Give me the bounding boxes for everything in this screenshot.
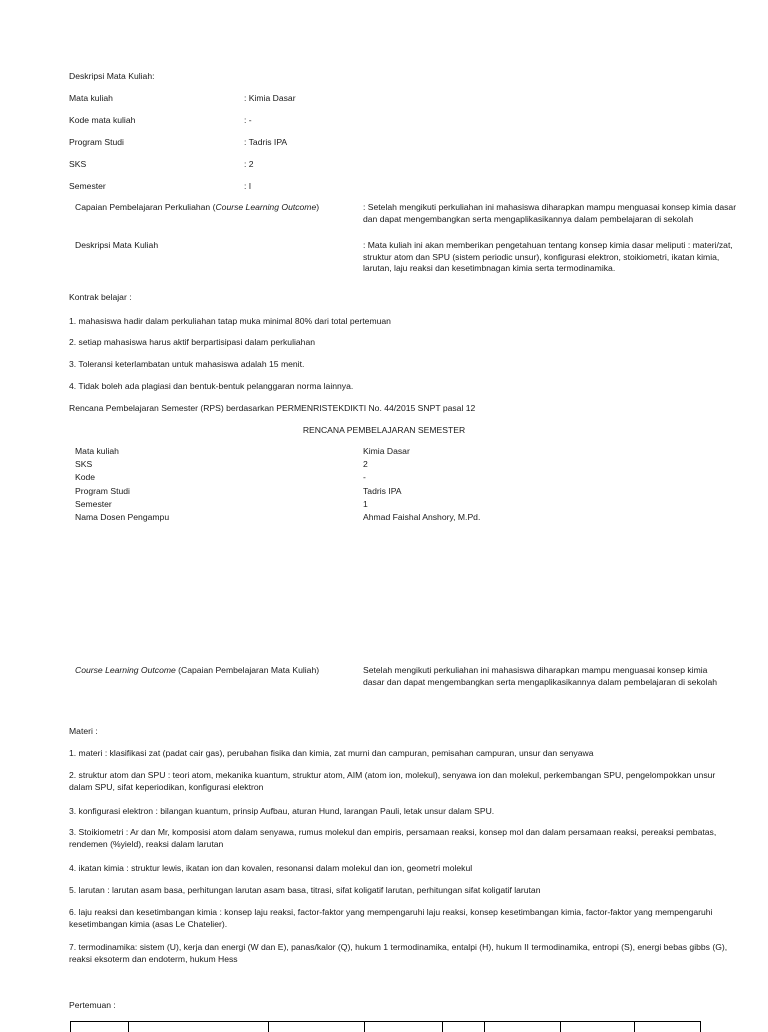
rps-value: Ahmad Faishal Anshory, M.Pd. (363, 512, 481, 522)
rps-value: 2 (363, 459, 368, 469)
info-value-kode: : - (244, 115, 252, 125)
clo-label: Course Learning Outcome (Capaian Pembelajaran Mata Kuliah) (75, 665, 320, 675)
rps-label: SKS (75, 459, 93, 469)
info-label-semester: Semester (69, 181, 106, 191)
info-label-kode: Kode mata kuliah (69, 115, 136, 125)
rps-label: Mata kuliah (75, 446, 119, 456)
kontrak-item: 4. Tidak boleh ada plagiasi dan bentuk-bentuk pelanggaran norma lainnya. (69, 381, 354, 391)
materi-title: Materi : (69, 726, 98, 736)
info-value-sks: : 2 (244, 159, 254, 169)
pertemuan-table (70, 1021, 701, 1032)
desc-label: Deskripsi Mata Kuliah (75, 240, 159, 250)
info-value-semester: : I (244, 181, 252, 191)
materi-item: 7. termodinamika: sistem (U), kerja dan energi (W dan E), panas/kalor (Q), hukum 1 termodinamika, entalpi (H), hukum II termodinamika, entropi (S), energi bebas gibbs (G), reaksi eksoterm dan endoterm, hukum Hess (69, 942, 728, 964)
rps-value: Tadris IPA (363, 486, 402, 496)
rps-label: Kode (75, 472, 96, 482)
cpl-label: Capaian Pembelajaran Perkuliahan (Course Learning Outcome) (75, 202, 320, 212)
rps-value: - (363, 472, 366, 482)
rps-label: Semester (75, 499, 112, 509)
rps-heading: RENCANA PEMBELAJARAN SEMESTER (302, 425, 466, 435)
info-label-mata-kuliah: Mata kuliah (69, 93, 113, 103)
section-title-deskripsi: Deskripsi Mata Kuliah: (69, 71, 155, 81)
rps-basis: Rencana Pembelajaran Semester (RPS) berdasarkan PERMENRISTEKDIKTI No. 44/2015 SNPT pasal 12 (69, 403, 476, 413)
kontrak-item: 1. mahasiswa hadir dalam perkuliahan tatap muka minimal 80% dari total pertemuan (69, 316, 391, 326)
kontrak-item: 2. setiap mahasiswa harus aktif berpartisipasi dalam perkuliahan (69, 337, 316, 347)
info-value-program-studi: : Tadris IPA (244, 137, 288, 147)
materi-item: 6. laju reaksi dan kesetimbangan kimia : konsep laju reaksi, factor-faktor yang mempengaruhi laju reaksi, konsep kesetimbangan kimia, factor-faktor yang mempengaruhi kesetimbangan kimia (asas Le Chatelier). (69, 907, 713, 929)
info-label-program-studi: Program Studi (69, 137, 124, 147)
rps-label: Nama Dosen Pengampu (75, 512, 170, 522)
clo-text: Setelah mengikuti perkuliahan ini mahasiswa diharapkan mampu menguasai konsep kimia dasar dan dapat mengembangkan serta mengaplikasikannya dalam pembelajaran di sekolah (363, 665, 718, 687)
materi-item: 4. ikatan kimia : struktur lewis, ikatan ion dan kovalen, resonansi dalam molekul dan ion, geometri molekul (69, 863, 473, 873)
materi-item: 2. struktur atom dan SPU : teori atom, mekanika kuantum, struktur atom, AIM (atom ion, molekul), senyawa ion dan molekul, perkembangan SPU, pengelompokkan unsur dalam SPU, sifat keperiodikan, konfigurasi elektron (69, 770, 716, 792)
rps-value: 1 (363, 499, 368, 509)
rps-value: Kimia Dasar (363, 446, 410, 456)
materi-item: 1. materi : klasifikasi zat (padat cair gas), perubahan fisika dan kimia, zat murni dan campuran, pemisahan campuran, unsur dan senyawa (69, 748, 594, 758)
kontrak-title: Kontrak belajar : (69, 292, 132, 302)
kontrak-item: 3. Toleransi keterlambatan untuk mahasiswa adalah 15 menit. (69, 359, 305, 369)
materi-item: 3. konfigurasi elektron : bilangan kuantum, prinsip Aufbau, aturan Hund, larangan Pauli, letak unsur dalam SPU. (69, 806, 495, 816)
rps-label: Program Studi (75, 486, 130, 496)
pertemuan-title: Pertemuan : (69, 1000, 116, 1010)
info-label-sks: SKS (69, 159, 87, 169)
cpl-text: : Setelah mengikuti perkuliahan ini mahasiswa diharapkan mampu menguasai konsep kimia dasar dan dapat mengembangkan serta mengaplikasikannya dalam pembelajaran di sekolah (363, 202, 737, 224)
materi-item: 3. Stoikiometri : Ar dan Mr, komposisi atom dalam senyawa, rumus molekul dan empiris, persamaan reaksi, konsep mol dan dalam persamaan reaksi, pereaksi pembatas, rendemen (%yield), reaksi dalam larutan (69, 827, 717, 849)
desc-text: : Mata kuliah ini akan memberikan pengetahuan tentang konsep kimia dasar meliputi : materi/zat, struktur atom dan SPU (sistem periodic unsur), konfigurasi elektron, stoikiometri, ikatan kimia, larutan, laju reaksi dan kesetimbnagan kimia serta termodinamika. (363, 240, 733, 273)
info-value-mata-kuliah: : Kimia Dasar (244, 93, 296, 103)
materi-item: 5. larutan : larutan asam basa, perhitungan larutan asam basa, titrasi, sifat koligatif larutan, perhitungan sifat koligatif larutan (69, 885, 541, 895)
